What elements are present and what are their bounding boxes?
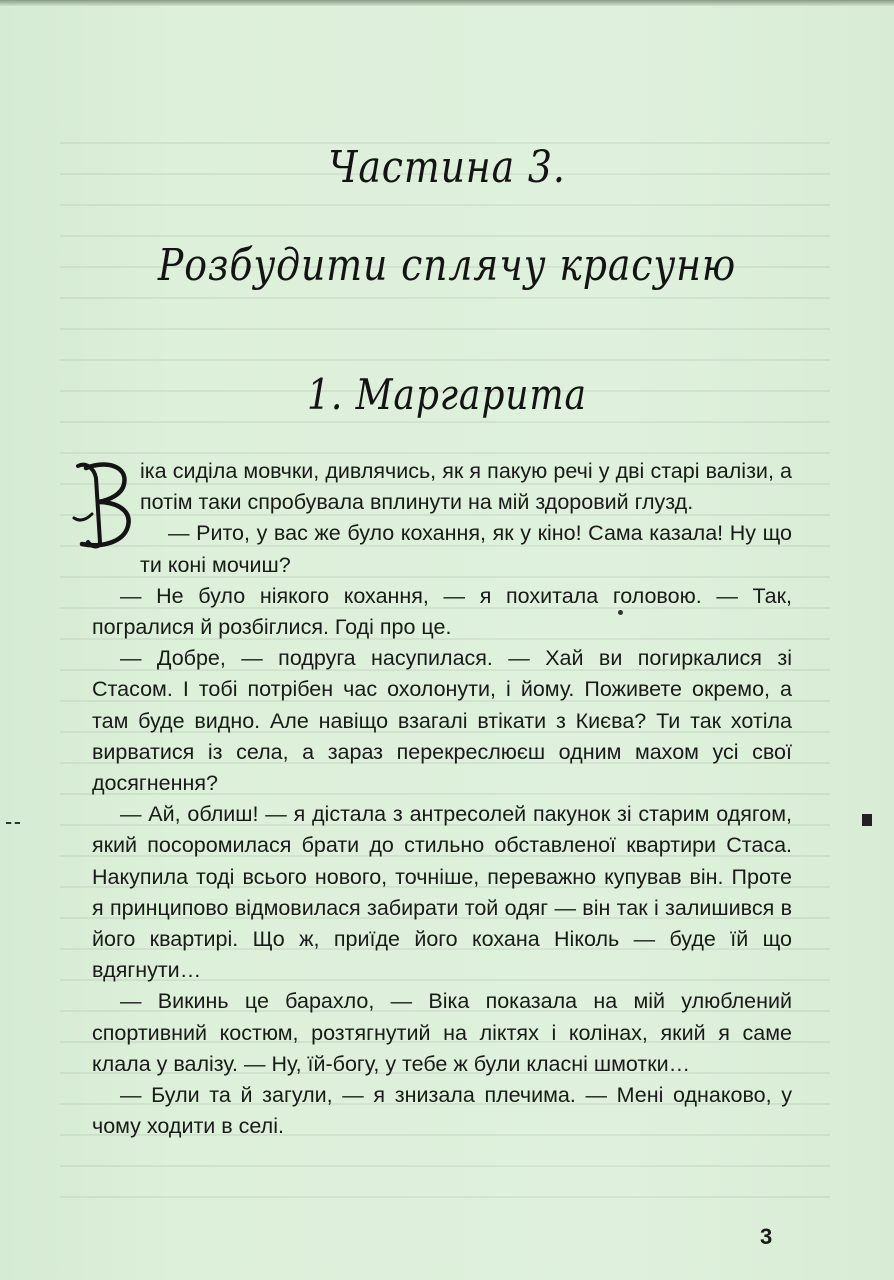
paragraph: — Не було ніякого кохання, — я похитала головою. — Так, погралися й розбіглися. Годі про це.	[92, 583, 792, 640]
paragraph: — Добре, — подруга насупилася. — Хай ви погиркалися зі Стасом. І тобі потрібен час охолонути, і йому. Поживете окремо, а там буде видно. Але навіщо взагалі втікати з Києва? Ти так хотіла вирватися із села, а зараз перекреслюєш одним махом усі свої досягнення?	[92, 646, 792, 796]
margin-mark-right	[862, 814, 872, 826]
margin-mark-left	[6, 822, 20, 824]
drop-cap	[72, 458, 134, 550]
paragraph: — Викинь це барахло, — Віка показала на мій улюблений спортивний костюм, розтягнутий на ліктях і колінах, який я саме клала у валізу. — Ну, їй-богу, у тебе ж були класні шмотки…	[92, 989, 792, 1076]
body-text	[92, 456, 792, 1142]
ink-speck	[618, 610, 623, 615]
paragraph	[92, 456, 792, 518]
part-heading: Частина 3.	[328, 142, 566, 193]
page-number: 3	[760, 1224, 773, 1249]
page-top-edge	[0, 0, 894, 6]
part-title: Розбудити сплячу красуню	[157, 240, 737, 291]
paragraph: — Ай, облиш! — я дістала з антресолей пакунок зі старим одягом, який посоромилася брати до стильно обставленої квартири Стаса. Накупила тоді всього нового, точніше, переважно купував він. Проте я принципово відмовилася забирати той одяг — він так і залишився в його квартирі. Що ж, приїде його кохана Ніколь — буде їй що вдягнути…	[92, 802, 792, 983]
paragraph: — Рито, у вас же було кохання, як у кіно! Сама казала! Ну що ти коні мочиш?	[140, 521, 792, 577]
paragraph: — Були та й загули, — я знизала плечима. — Мені однаково, у чому ходити в селі.	[92, 1083, 792, 1139]
paragraph-text: іка сиділа мовчки, дивлячись, як я пакую речі у дві старі валізи, а потім таки спробувала вплинути на мій здоровий глузд.	[140, 459, 792, 515]
chapter-heading: 1. Маргарита	[307, 370, 587, 419]
